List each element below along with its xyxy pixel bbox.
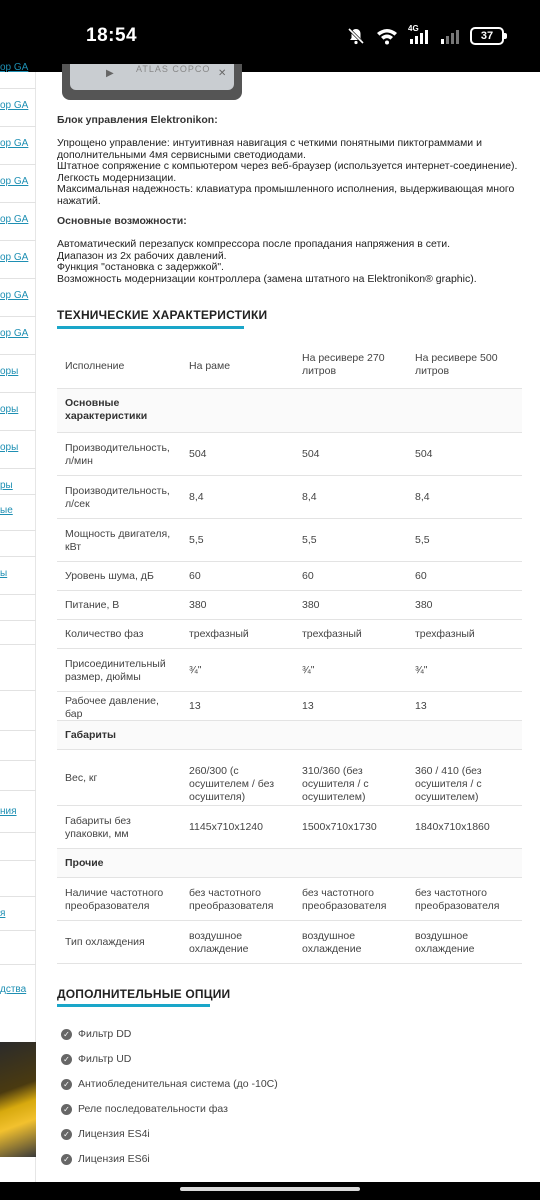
sidebar-category-link[interactable]: оры	[0, 442, 19, 453]
sidebar-divider	[0, 278, 36, 279]
status-time: 18:54	[86, 25, 138, 46]
table-header-cell: На раме	[189, 360, 231, 372]
controller-block-title: Блок управления Elektronikon:	[57, 114, 218, 126]
text-line: Возможность модернизации контроллера (замена штатного на Elektronikon® graphic).	[57, 272, 477, 285]
table-cell: 1500x710x1730	[302, 821, 377, 833]
sidebar-divider	[0, 760, 36, 761]
option-label: Лицензия ES4i	[78, 1128, 150, 1140]
option-item	[57, 1076, 278, 1092]
table-cell: 60	[189, 570, 201, 582]
wifi-icon	[376, 27, 398, 45]
text-line: нажатий.	[57, 194, 101, 207]
check-circle-icon: ✓	[61, 1154, 72, 1165]
table-cell: ¾"	[302, 664, 315, 676]
table-cell: 260/300 (с осушителем / без осушителя)	[189, 765, 275, 803]
option-label: Фильтр DD	[78, 1028, 132, 1040]
table-cell: 13	[415, 700, 427, 712]
controller-description	[57, 138, 527, 207]
text-line: Диапазон из 2х рабочих давлений.	[57, 249, 227, 262]
table-row	[57, 476, 522, 519]
table-header-cell: На ресивере 270 литров	[302, 352, 385, 377]
sidebar-category-link[interactable]: ор GA	[0, 138, 29, 149]
table-cell: Габариты без упаковки, мм	[65, 815, 131, 840]
table-group-row	[57, 389, 522, 433]
options-title-underline	[57, 1004, 210, 1007]
table-cell: 504	[415, 448, 433, 460]
table-cell: 380	[189, 599, 207, 611]
table-header-cell: На ресивере 500 литров	[415, 352, 498, 377]
option-item	[57, 1126, 150, 1142]
table-header-cell: Исполнение	[65, 360, 125, 372]
sidebar-category-link[interactable]: ы	[0, 568, 8, 579]
table-cell: Вес, кг	[65, 772, 98, 784]
table-row	[57, 620, 522, 649]
play-icon: ▶	[106, 68, 114, 79]
table-row	[57, 921, 522, 964]
check-circle-icon: ✓	[61, 1054, 72, 1065]
sidebar-category-link[interactable]: я	[0, 908, 6, 919]
sidebar-divider	[0, 860, 36, 861]
sidebar-divider	[0, 240, 36, 241]
options-section-title: ДОПОЛНИТЕЛЬНЫЕ ОПЦИИ	[57, 987, 231, 1001]
table-cell: Мощность двигателя, кВт	[65, 528, 171, 553]
sidebar-category-link[interactable]: оры	[0, 366, 19, 377]
sidebar-divider	[0, 202, 36, 203]
table-cell: 1145x710x1240	[189, 821, 263, 833]
sidebar-divider	[0, 730, 36, 731]
table-cell: Присоединительный размер, дюймы	[65, 658, 166, 683]
table-cell: 380	[302, 599, 320, 611]
sidebar-category-link[interactable]: дства	[0, 984, 27, 995]
table-cell: 504	[302, 448, 320, 460]
option-label: Реле последовательности фаз	[78, 1103, 228, 1115]
sidebar-divider	[0, 468, 36, 469]
close-icon: ✕	[218, 68, 227, 79]
table-row	[57, 649, 522, 692]
table-cell: трехфазный	[415, 628, 475, 640]
table-group-row	[57, 721, 522, 750]
sidebar-divider	[0, 126, 36, 127]
table-cell: трехфазный	[302, 628, 362, 640]
sidebar-divider	[0, 164, 36, 165]
sidebar-category-link[interactable]: ор GA	[0, 328, 29, 339]
gesture-nav-bar	[0, 1182, 540, 1200]
check-circle-icon: ✓	[61, 1104, 72, 1115]
table-cell: Тип охлаждения	[65, 936, 145, 948]
sidebar-divider	[0, 790, 36, 791]
text-line: дополнительными 4мя сервисными светодиодами.	[57, 148, 306, 161]
specs-section-title: ТЕХНИЧЕСКИЕ ХАРАКТЕРИСТИКИ	[57, 308, 268, 322]
sidebar-divider	[0, 530, 36, 531]
table-header-row	[57, 346, 522, 389]
features-title: Основные возможности:	[57, 215, 187, 227]
table-row	[57, 433, 522, 476]
table-row	[57, 562, 522, 591]
battery-icon: 37	[470, 27, 504, 45]
sidebar-category-link[interactable]: ор GA	[0, 176, 29, 187]
sidebar-category-link[interactable]: оры	[0, 404, 19, 415]
table-cell: 1840x710x1860	[415, 821, 490, 833]
table-cell: Производительность, л/мин	[65, 442, 170, 467]
option-item	[57, 1051, 131, 1067]
table-cell: без частотного преобразователя	[415, 887, 500, 912]
table-cell: 8,4	[415, 491, 430, 503]
table-cell: 380	[415, 599, 433, 611]
sidebar-divider	[0, 930, 36, 931]
sidebar-divider	[0, 392, 36, 393]
elektronikon-controller-image	[62, 64, 242, 100]
table-row	[57, 750, 522, 806]
signal-sim2-icon	[440, 27, 460, 45]
sidebar-divider	[0, 430, 36, 431]
option-item	[57, 1101, 228, 1117]
table-cell: Наличие частотного преобразователя	[65, 887, 164, 912]
table-group-label: Основные характеристики	[65, 397, 148, 422]
sidebar-category-link[interactable]: ор GA	[0, 290, 29, 301]
sidebar-category-link[interactable]: ые	[0, 505, 13, 516]
check-circle-icon: ✓	[61, 1029, 72, 1040]
features-list	[57, 239, 527, 285]
table-cell: 504	[189, 448, 207, 460]
home-gesture-handle[interactable]	[180, 1187, 360, 1191]
table-row	[57, 591, 522, 620]
mute-notifications-icon	[346, 26, 366, 46]
table-cell: Питание, В	[65, 599, 120, 611]
table-cell: 13	[302, 700, 314, 712]
table-row	[57, 806, 522, 849]
table-row	[57, 692, 522, 721]
sidebar-product-photo[interactable]	[0, 1042, 36, 1157]
sidebar-divider	[0, 354, 36, 355]
option-label: Антиобледенительная система (до -10С)	[78, 1078, 278, 1090]
option-label: Фильтр UD	[78, 1053, 132, 1065]
specs-title-underline	[57, 326, 244, 329]
table-cell: воздушное охлаждение	[302, 930, 362, 955]
table-cell: ¾"	[415, 664, 428, 676]
text-line: Легкость модернизации.	[57, 171, 177, 184]
sidebar-category-link[interactable]: ния	[0, 806, 17, 817]
sidebar-divider	[0, 644, 36, 645]
table-row	[57, 519, 522, 562]
sidebar-divider	[0, 690, 36, 691]
controller-brand-logo: ATLAS COPCO	[136, 64, 211, 74]
table-cell: 60	[415, 570, 427, 582]
sidebar-category-link[interactable]: ры	[0, 480, 13, 491]
text-line: Максимальная надежность: клавиатура промышленного исполнения, выдерживающая много	[57, 183, 515, 195]
table-group-label: Габариты	[65, 729, 116, 741]
text-line: Упрощено управление: интуитивная навигация с четкими понятными пиктограммами и	[57, 137, 482, 149]
sidebar-category-link[interactable]: ор GA	[0, 62, 29, 73]
table-group-row	[57, 849, 522, 878]
table-cell: 5,5	[415, 534, 430, 546]
table-cell: 5,5	[189, 534, 204, 546]
table-cell: ¾"	[189, 664, 202, 676]
table-cell: 8,4	[189, 491, 204, 503]
sidebar-divider	[0, 316, 36, 317]
table-cell: 5,5	[302, 534, 317, 546]
table-cell: Количество фаз	[65, 628, 144, 640]
signal-4g-icon: 4G	[408, 27, 430, 45]
sidebar-category-link[interactable]: ор GA	[0, 214, 29, 225]
table-cell: трехфазный	[189, 628, 249, 640]
table-cell: 13	[189, 700, 201, 712]
table-cell: Рабочее давление, бар	[65, 695, 159, 720]
sidebar-divider	[0, 88, 36, 89]
text-line: Штатное сопряжение с компьютером через веб-браузер (используется интернет-соединение).	[57, 160, 518, 172]
option-label: Лицензия ES6i	[78, 1153, 150, 1165]
table-row	[57, 878, 522, 921]
table-cell: 8,4	[302, 491, 317, 503]
table-cell: воздушное охлаждение	[415, 930, 475, 955]
sidebar-divider	[0, 494, 36, 495]
sidebar-divider	[0, 896, 36, 897]
text-line: Функция "остановка с задержкой".	[57, 261, 224, 273]
table-cell: без частотного преобразователя	[189, 887, 274, 912]
table-cell: Производительность, л/сек	[65, 485, 170, 510]
sidebar-divider	[0, 964, 36, 965]
status-bar	[0, 0, 540, 72]
table-cell: 360 / 410 (без осушителя / с осушителем)	[415, 765, 482, 803]
table-cell: 60	[302, 570, 314, 582]
sidebar-category-link[interactable]: ор GA	[0, 252, 29, 263]
sidebar-category-list	[0, 62, 36, 1182]
sidebar-divider	[0, 620, 36, 621]
table-cell: воздушное охлаждение	[189, 930, 249, 955]
option-item	[57, 1151, 150, 1167]
sidebar-category-link[interactable]: ор GA	[0, 100, 29, 111]
table-cell: 310/360 (без осушителя / с осушителем)	[302, 765, 369, 803]
sidebar-divider	[0, 556, 36, 557]
check-circle-icon: ✓	[61, 1079, 72, 1090]
table-group-label: Прочие	[65, 857, 104, 869]
sidebar-divider	[0, 832, 36, 833]
table-cell: без частотного преобразователя	[302, 887, 387, 912]
option-item	[57, 1026, 131, 1042]
text-line: Автоматический перезапуск компрессора после пропадания напряжения в сети.	[57, 238, 451, 250]
sidebar-divider	[0, 594, 36, 595]
check-circle-icon: ✓	[61, 1129, 72, 1140]
table-cell: Уровень шума, дБ	[65, 570, 154, 582]
status-icons	[346, 24, 504, 48]
